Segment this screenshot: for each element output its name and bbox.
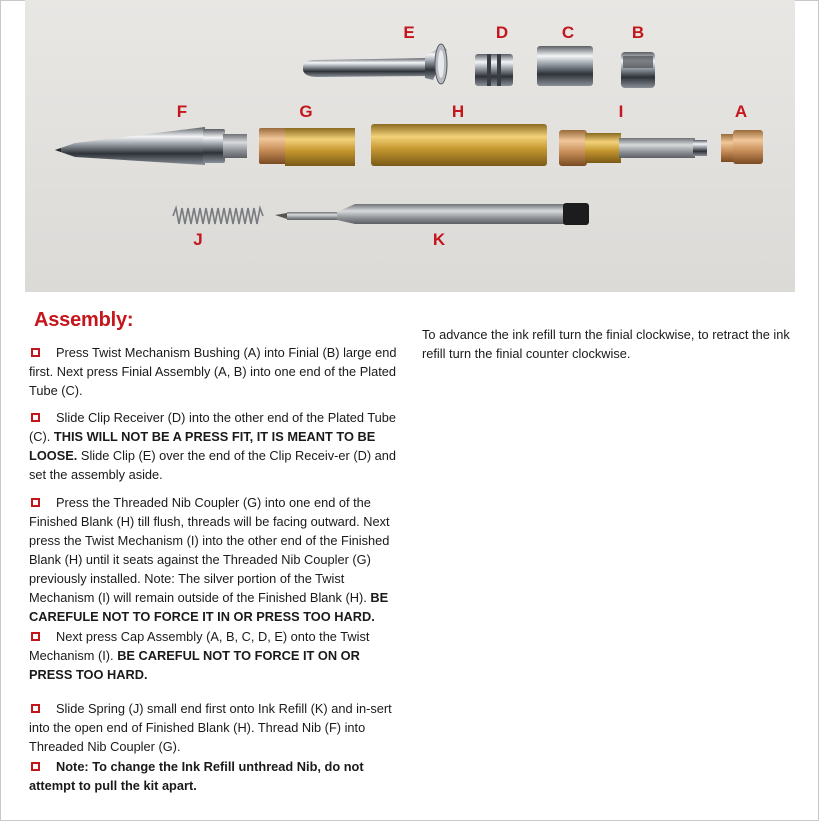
step-1 [29,343,401,400]
label-b: B [631,23,645,42]
part-c-plated-tube [537,46,593,86]
label-h: H [451,102,465,121]
pen-parts-photo [25,0,795,292]
part-g-nib-coupler [259,128,355,166]
label-c: C [561,23,575,42]
part-b-finial [621,52,655,88]
step-text: Press the Threaded Nib Coupler (G) into one end of the Finished Blank (H) till flush, threads will be facing outward. Next press the Twist Mechanism (I) into the other end of the Finished Blank (H) until it seats against the Threaded Nib Coupler (G) previously installed. Note: The silver portion of the Twist Mechanism (I) will remain outside of the Finished Blank (H). [29,495,390,605]
label-j: J [193,230,203,249]
step-text: Slide Spring (J) small end first onto Ink Refill (K) and in-sert into the open end of Finished Blank (H). Thread Nib (F) into Threaded Nib Coupler (G). [29,701,392,754]
step-text: Next press Cap Assembly (A, B, C, D, E) onto the Twist Mechanism (I). [29,629,370,663]
checkbox-icon [31,348,40,357]
part-h-finished-blank [371,124,547,166]
step-warning: BE CAREFULE NOT TO FORCE IT IN OR PRESS TOO HARD. [29,590,389,624]
label-i: I [618,102,624,121]
checkbox-icon [31,413,40,422]
refill-instructions: To advance the ink refill turn the finial clockwise, to retract the ink refill turn the finial counter clockwise. [422,327,790,361]
label-f: F [176,102,188,121]
label-k: K [432,230,446,249]
step-warning: BE CAREFUL NOT TO FORCE IT ON OR PRESS TOO HARD. [29,648,360,682]
step-3 [29,493,401,626]
step-warning: THIS WILL NOT BE A PRESS FIT, IT IS MEANT TO BE LOOSE. [29,429,376,463]
checkbox-icon [31,762,40,771]
part-a-bushing [721,130,763,164]
part-d-clip-receiver [475,54,513,86]
checkbox-icon [31,632,40,641]
step-text: Slide Clip (E) over the end of the Clip Receiv-er (D) and set the assembly aside. [29,448,396,482]
assembly-heading: Assembly: [34,309,134,331]
step-2 [29,408,401,484]
step-text: Press Twist Mechanism Bushing (A) into Finial (B) large end first. Next press Finial Assembly (A, B) into one end of the Plated Tube (C). [29,345,397,398]
assembly-steps [29,343,401,795]
checkbox-icon [31,704,40,713]
step-text: Slide Clip Receiver (D) into the other end of the Plated Tube (C). [29,410,397,444]
step-5 [29,699,401,756]
label-a: A [734,102,748,121]
pen-parts-illustration [25,0,795,292]
label-e: E [403,23,415,42]
step-4 [29,627,401,684]
checkbox-icon [31,498,40,507]
label-g: G [299,102,313,121]
step-note: Note: To change the Ink Refill unthread Nib, do not attempt to pull the kit apart. [29,759,364,793]
label-d: D [495,23,509,42]
step-6 [29,757,401,795]
